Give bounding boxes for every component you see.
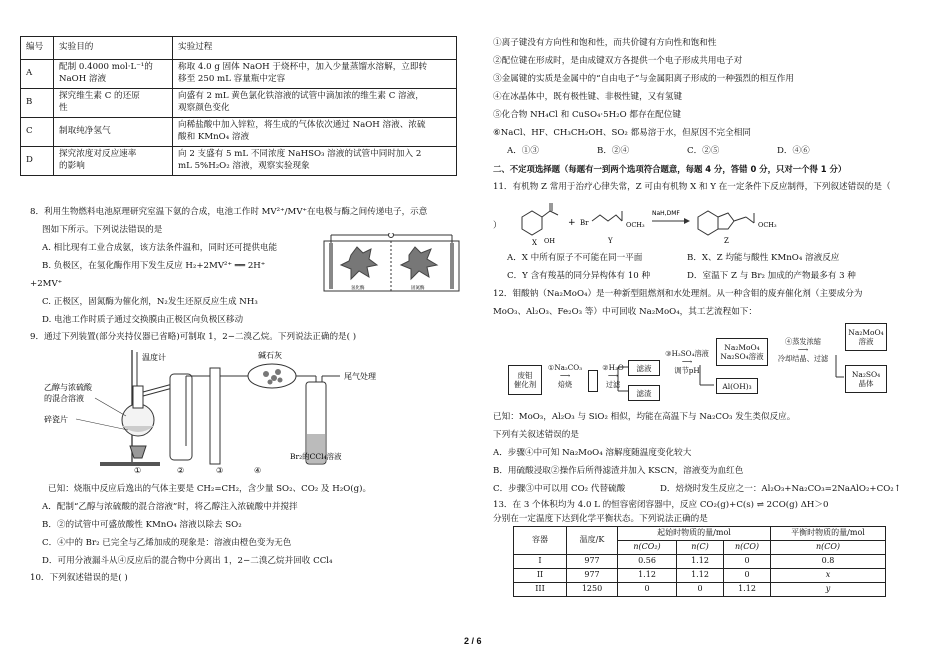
q13-stem-line1: 13．在 3 个体积均为 4.0 L 的恒容密闭容器中，反应 CO₂(g)+C(s) ⇌ 2CO(g) ΔH＞0 (493, 500, 829, 510)
cell: III (514, 583, 567, 597)
y-methoxy: OCH₃ (626, 221, 645, 229)
q12-ask: 下列有关叙述错误的是 (493, 430, 579, 440)
header-cell: n(C) (677, 541, 724, 555)
bromo-label: Br (580, 219, 589, 227)
apparatus-1: ① (134, 466, 142, 474)
row-process (173, 89, 457, 118)
purpose-line: 探究维生素 C 的还原 (59, 91, 140, 102)
q8-option-b: B. 负极区，在氢化酶作用下发生反应 H₂+2MV²⁺ ══ 2H⁺ (42, 261, 266, 271)
purpose-line: 探究浓度对反应速率 (59, 149, 137, 160)
q11-option-d: D．室温下 Z 与 Br₂ 加成的产物最多有 3 种 (687, 271, 856, 281)
flow-text: 调节pH (674, 365, 700, 375)
flow-tank-box (588, 370, 598, 392)
q10-option-b: B．②④ (597, 146, 630, 156)
cell: 0 (724, 555, 771, 569)
cell: II (514, 569, 567, 583)
q11-stem: 11．有机物 Z 常用于治疗心律失常，Z 可由有机物 X 和 Y 在一定条件下反应制得，下列叙述错误的是（ (493, 182, 891, 192)
q12-option-d: D．焙烧时发生反应之一：Al₂O₃+Na₂CO₃=2NaAlO₂+CO₂↑ (660, 484, 901, 494)
q11-option-b: B．X、Z 均能与酸性 KMnO₄ 溶液反应 (687, 253, 840, 263)
equilibrium-table (513, 526, 886, 597)
q10-item: ②配位键在形成时，是由成键双方各提供一个电子形成共用电子对 (493, 56, 743, 66)
cell: 0.8 (771, 555, 886, 569)
flow-text: 废钼 (517, 371, 533, 380)
reagent-label: NaH,DMF (652, 210, 680, 217)
q10-item: ①离子键没有方向性和饱和性，而共价键有方向性和饱和性 (493, 38, 717, 48)
header-cell: 温度/K (567, 527, 618, 555)
flow-connectors (610, 355, 890, 400)
row-purpose (54, 147, 173, 176)
process-line: 观察颜色变化 (178, 103, 230, 113)
q9-option-a: A．配制“乙醇与浓硫酸的混合溶液”时，将乙醇注入浓硫酸中并搅拌 (42, 502, 298, 512)
q10-item: ⑤化合物 NH₄Cl 和 CuSO₄·5H₂O 都存在配位键 (493, 110, 681, 120)
row-id: B (21, 89, 54, 118)
flow-text: ②H₂O (602, 363, 624, 372)
soda-lime-label: 碱石灰 (258, 351, 282, 360)
q8-option-c: C. 正极区，固氮酶为催化剂，N₂发生还原反应生成 NH₃ (42, 297, 258, 307)
flow-text: 焙烧 (557, 379, 573, 389)
q12-option-c: C．步骤③中可以用 CO₂ 代替硫酸 (493, 484, 626, 494)
purpose-line: NaOH 溶液 (59, 74, 107, 84)
flow-step1: ①Na₂CO₃ ⟶ 焙烧 (547, 363, 583, 389)
flow-text: 过滤 (605, 379, 621, 389)
row-process (173, 60, 457, 89)
q12-stem-line1: 12．钼酸钠（Na₂MoO₄）是一种新型阻燃剂和水处理剂。从一种含钼的废弃催化剂（主要成分为 (493, 289, 863, 299)
q9-option-b: B．②的试管中可盛放酸性 KMnO₄ 溶液以除去 SO₂ (42, 520, 242, 530)
q11-close-paren: ） (493, 221, 502, 231)
reaction-scheme (508, 199, 798, 249)
cell: 1.12 (677, 569, 724, 583)
apparatus-diagram (40, 346, 390, 474)
anode-label: 氢化酶 (351, 286, 365, 291)
purpose-line: 配制 0.4000 mol·L⁻¹的 (59, 62, 153, 73)
cell: I (514, 555, 567, 569)
cathode-label: 固氮酶 (411, 286, 425, 291)
header-cell: 容器 (514, 527, 567, 555)
q12-stem-line2: MoO₃、Al₂O₃、Fe₂O₃ 等）中可回收 Na₂MoO₄，其工艺流程如下： (493, 307, 757, 317)
apparatus-4: ④ (254, 466, 262, 474)
q13-stem-line2: 分别在一定温度下达到化学平衡状态。下列说法正确的是 (493, 514, 708, 524)
q12-option-b: B．用硫酸浸取②操作后所得滤渣并加入 KSCN，溶液变为血红色 (493, 466, 744, 476)
q8-option-a: A. 相比现有工业合成氨，该方法条件温和，同时还可提供电能 (42, 243, 278, 253)
q12-option-a: A．步骤④中可知 Na₂MoO₄ 溶解度随温度变化较大 (493, 448, 692, 458)
row-process (173, 147, 457, 176)
cell: 977 (567, 555, 618, 569)
flow-text: Na₂MoO₄ (848, 328, 884, 337)
mixture-label-2: 的混合溶液 (44, 394, 84, 403)
row-id: A (21, 60, 54, 89)
thermometer-label: 温度计 (142, 353, 166, 362)
purpose-line: 性 (59, 103, 68, 113)
q11-option-c: C．Y 含有羧基的同分异构体有 10 种 (507, 271, 651, 281)
table-row (21, 60, 457, 89)
header-cell: 平衡时物质的量/mol (771, 527, 886, 541)
cell: y (771, 583, 886, 597)
cell: 0.56 (618, 555, 677, 569)
table-row (21, 147, 457, 176)
flow-text: Na₂SO₄溶液 (720, 352, 764, 361)
cell: 977 (567, 569, 618, 583)
plus-sign: + (568, 218, 576, 228)
header-cell: 编号 (21, 37, 54, 60)
q9-stem: 9．通过下列装置(部分夹持仪器已省略)可制取 1，2−二溴乙烷。下列说法正确的是( ) (30, 332, 357, 342)
compound-y-label: Y (608, 237, 613, 245)
row-purpose (54, 60, 173, 89)
q10-option-d: D．④⑥ (777, 146, 810, 156)
q10-stem: 10．下列叙述错误的是( ) (30, 573, 128, 583)
q10-item: ⑥NaCl、HF、CH₃CH₂OH、SO₂ 都易溶于水，但原因不完全相同 (493, 128, 751, 138)
q8-option-b-cont: +2MV⁺ (30, 279, 63, 289)
tail-gas-label: 尾气处理 (344, 372, 376, 381)
compound-x-label: X (532, 239, 537, 247)
cell: 1.12 (724, 583, 771, 597)
output-solution-box (845, 323, 887, 351)
q9-option-d: D．可用分液漏斗从④反应后的混合物中分离出 1，2−二溴乙烷并回收 CCl₄ (42, 556, 333, 566)
flow-text: 溶液 (858, 337, 874, 346)
cell: 1250 (567, 583, 618, 597)
table-row (514, 583, 886, 597)
aloh3-box: Al(OH)₃ (716, 378, 758, 394)
page-number: 2 / 6 (464, 636, 482, 646)
flow-step2: ②H₂O ⟶ 过滤 (602, 363, 624, 389)
flow-text: ①Na₂CO₃ (547, 363, 583, 372)
table-header-row (21, 37, 457, 60)
filtrate-box: 滤液 (628, 360, 660, 376)
br2-solution-label: Br₂的CCl₄溶液 (290, 452, 342, 461)
process-line: 向 2 支盛有 5 mL 不同浓度 NaHSO₃ 溶液的试管中同时加入 2 (178, 149, 422, 160)
flow-text: Na₂MoO₄ (724, 343, 760, 352)
header-cell: n(CO₂) (618, 541, 677, 555)
q8-option-d: D. 电池工作时质子通过交换膜由正极区向负极区移动 (42, 315, 244, 325)
svg-text:OH: OH (544, 237, 555, 245)
q10-option-a: A．①③ (507, 146, 539, 156)
process-line: 酸和 KMnO₄ 溶液 (178, 132, 250, 142)
mixture-label-1: 乙醇与浓硫酸 (44, 383, 92, 392)
residue-box: 滤渣 (628, 385, 660, 401)
purpose-line: 的影响 (59, 161, 85, 171)
header-cell: 实验目的 (54, 37, 173, 60)
header-cell: 实验过程 (173, 37, 457, 60)
row-purpose: 制取纯净氢气 (54, 118, 173, 147)
flow-step3: ③H₂SO₄溶液 ⟶ 调节pH (665, 349, 709, 375)
chips-label: 碎瓷片 (44, 415, 68, 424)
cell: 0 (618, 583, 677, 597)
q10-item: ④在冰晶体中，既有极性键、非极性键，又有氢键 (493, 92, 683, 102)
flow-text: 催化剂 (513, 380, 537, 389)
flow-text: 冷却结晶、过滤 (777, 353, 829, 363)
table-row (514, 555, 886, 569)
fuel-cell-diagram (323, 233, 460, 293)
apparatus-3: ③ (216, 466, 224, 474)
row-id: D (21, 147, 54, 176)
flow-step4: ④蒸发浓缩 ⟶ 冷却结晶、过滤 (777, 337, 829, 363)
experiment-table (20, 36, 457, 176)
flow-start-box (508, 365, 542, 395)
process-line: mL 5%H₂O₂ 溶液，观察实验现象 (178, 161, 310, 171)
flow-text: Na₂SO₄ (851, 370, 881, 379)
table-header-row (514, 527, 886, 541)
header-cell: n(CO) (771, 541, 886, 555)
header-cell: n(CO) (724, 541, 771, 555)
flow-text: ③H₂SO₄溶液 (665, 349, 709, 358)
process-line: 称取 4.0 g 固体 NaOH 于烧杯中，加入少量蒸馏水溶解，立即转 (178, 62, 428, 73)
process-line: 向稀盐酸中加入锌粒，将生成的气体依次通过 NaOH 溶液、浓硫 (178, 120, 426, 131)
row-purpose (54, 89, 173, 118)
apparatus-2: ② (177, 466, 185, 474)
q9-known: 已知：烧瓶中反应后逸出的气体主要是 CH₂=CH₂，含少量 SO₂、CO₂ 及 H₂O(g)。 (48, 484, 372, 494)
cell: 0 (677, 583, 724, 597)
cell: 1.12 (677, 555, 724, 569)
section-two-heading: 二、不定项选择题（每题有一到两个选项符合题意，每题 4 分，答错 0 分，只对一个得 1 分） (493, 164, 847, 174)
q11-option-a: A．X 中所有原子不可能在同一平面 (507, 253, 643, 263)
table-row (514, 569, 886, 583)
table-row (21, 89, 457, 118)
compound-z-label: Z (724, 237, 729, 245)
cell: 0 (724, 569, 771, 583)
header-cell: 起始时物质的量/mol (618, 527, 771, 541)
row-process (173, 118, 457, 147)
process-line: 向盛有 2 mL 黄色氯化铁溶液的试管中滴加浓的维生素 C 溶液， (178, 91, 424, 102)
cell: 1.12 (618, 569, 677, 583)
q8-stem-line1: 8．利用生物燃料电池原理研究室温下氨的合成，电池工作时 MV²⁺/MV⁺在电极与酶之间传递电子，示意 (30, 207, 428, 217)
table-row (21, 118, 457, 147)
flow-text: ④蒸发浓缩 (785, 337, 821, 346)
q10-option-c: C．②⑤ (687, 146, 720, 156)
cell: x (771, 569, 886, 583)
bulb-icon (389, 233, 394, 238)
q8-stem-line2: 图如下所示。下列说法错误的是 (42, 225, 163, 235)
flow-text: 晶体 (858, 379, 874, 388)
q9-option-c: C．④中的 Br₂ 已完全与乙烯加成的现象是：溶液由橙色变为无色 (42, 538, 292, 548)
z-methoxy: OCH₃ (758, 221, 777, 229)
process-line: 移至 250 mL 容量瓶中定容 (178, 74, 286, 84)
q10-item: ③金属键的实质是金属中的“自由电子”与金属阳离子形成的一种强烈的相互作用 (493, 74, 794, 84)
row-id: C (21, 118, 54, 147)
q12-known: 已知：MoO₃，Al₂O₃ 与 SiO₂ 相似，均能在高温下与 Na₂CO₃ 发生类似反应。 (493, 412, 796, 422)
